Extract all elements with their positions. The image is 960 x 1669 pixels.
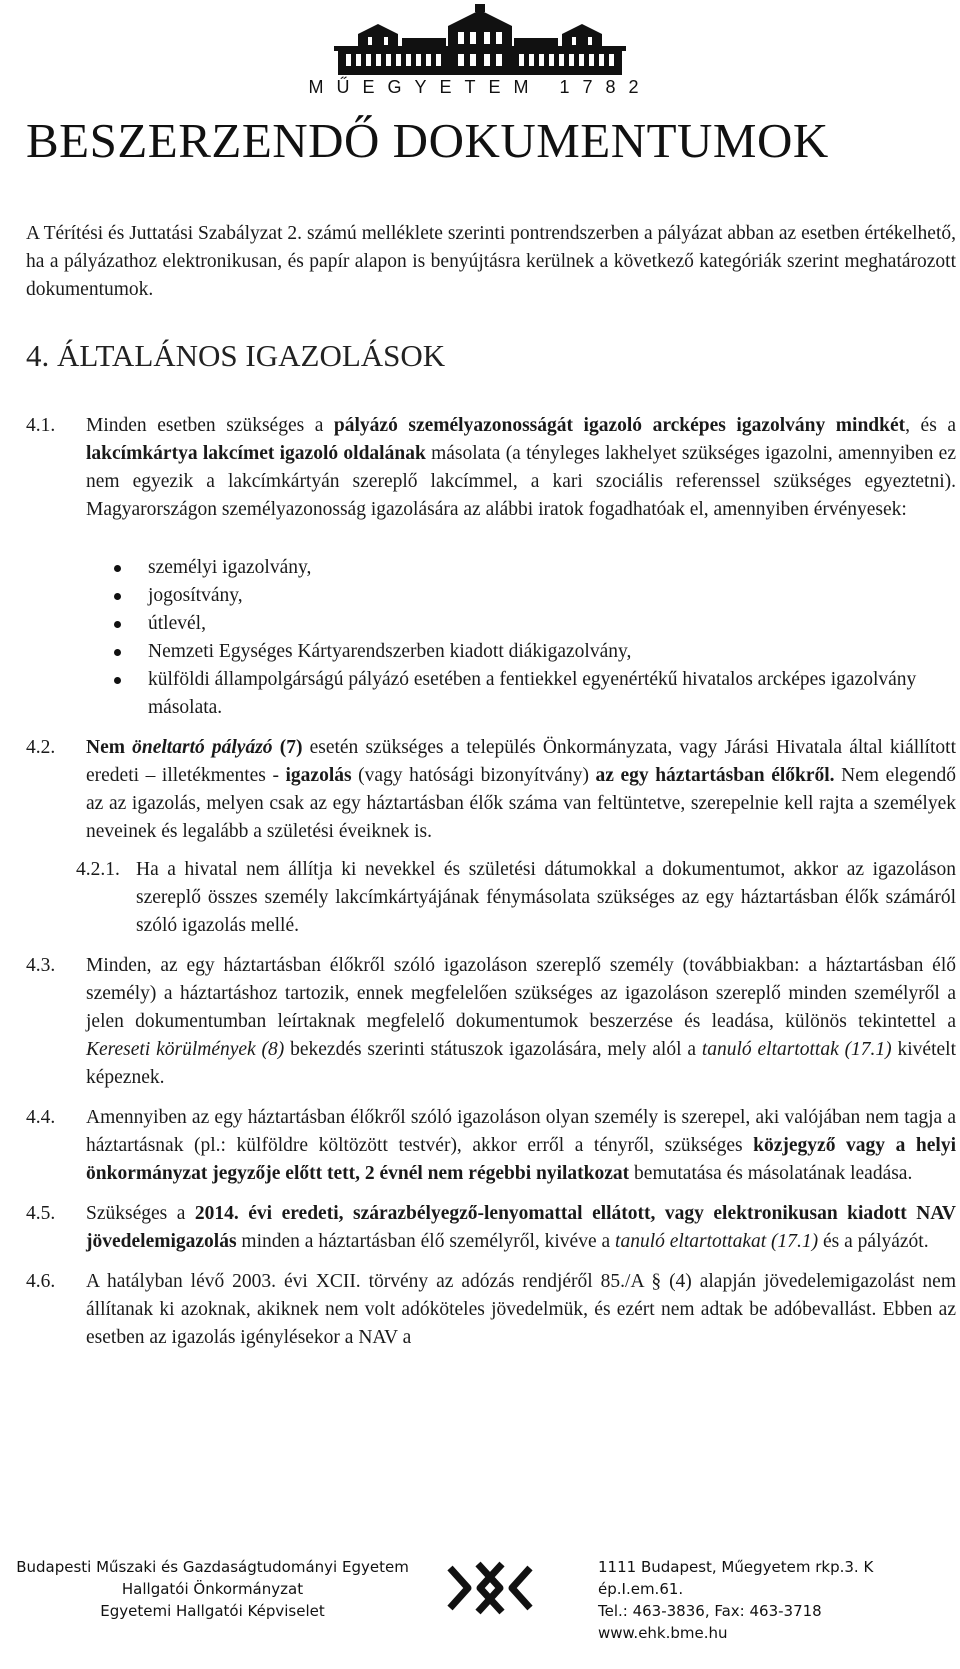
item-text: A hatályban lévő 2003. évi XCII. törvény az adózás rendjéről 85./A § (4) alapján jövedelemigazolást nem állítanak ki azoknak, akiknek nem volt adóköteles jövedelmük, és ezért nem adtak be adóbevallást. Ebben az esetben az igazolás igénylésekor a NAV a — [86, 1271, 956, 1348]
building-icon — [298, 4, 662, 76]
item-text — [86, 734, 956, 846]
logo-text: MŰEGYETEM 1782 — [308, 77, 652, 97]
footer-address: 1111 Budapest, Műegyetem rkp.3. K ép.I.em.61. — [598, 1558, 874, 1598]
list-item-text: Nemzeti Egységes Kártyarendszerben kiadott diákigazolvány, — [148, 641, 632, 662]
item-4-3 — [26, 952, 956, 1092]
text-run: Nem elegendő az az igazolás, melyen csak az egy háztartásban élők száma van feltüntetve, szerepelnie kell rajta a személyek neveinek és legalább a születési éveiknek is. — [86, 765, 956, 842]
bold-run: pályázó személyazonosságát igazoló arcképes igazolvány mindkét — [333, 415, 906, 436]
item-number: 4.5. — [26, 1203, 56, 1224]
section-number: 4. — [26, 338, 50, 373]
list-item — [118, 582, 956, 610]
section-title: ÁLTALÁNOS IGAZOLÁSOK — [57, 338, 446, 373]
footer-line: Budapesti Műszaki és Gazdaságtudományi Egyetem — [16, 1558, 409, 1576]
id-document-list — [26, 554, 956, 722]
text-run: kivételt képeznek. — [86, 1039, 957, 1088]
text-run: , és a — [905, 415, 956, 436]
italic-run: tanuló eltartottakat (17.1) — [615, 1231, 819, 1252]
text-run: bekezdés szerinti státuszok igazolására, mely alól a — [284, 1039, 702, 1060]
item-4-6 — [26, 1268, 956, 1352]
text-run: Amennyiben az egy háztartásban élőkről szóló igazoláson olyan személy is szerepel, aki valójában nem tagja a háztartásnak (pl.: külföldre költözött testvér), akkor erről a tényről, szükséges — [86, 1107, 956, 1156]
bullet-icon — [114, 677, 121, 684]
list-item-text: külföldi állampolgárságú pályázó esetében a fentiekkel egyenértékű hivatalos arcképes igazolvány másolata. — [148, 669, 917, 718]
intro-paragraph: A Térítési és Juttatási Szabályzat 2. számú melléklete szerinti pontrendszerben a pályázat abban az esetben értékelhető, ha a pályázathoz elektronikusan, és papír alapon is benyújtásra kerülnek a következő kategóriák szerint meghatározott dokumentumok. — [26, 223, 956, 300]
text-run: minden a háztartásban élő személyről, kivéve a — [236, 1231, 616, 1252]
footer-line: Egyetemi Hallgatói Képviselet — [100, 1602, 325, 1620]
bold-run: (7) — [272, 737, 303, 758]
bold-run: az egy háztartásban élőkről. — [595, 765, 835, 786]
bullet-icon — [114, 621, 121, 628]
footer-contact — [598, 1556, 960, 1644]
item-4-5 — [26, 1200, 956, 1256]
italic-run: tanuló eltartottak (17.1) — [701, 1039, 892, 1060]
university-logo — [298, 4, 662, 96]
text-run: Minden esetben szükséges a — [86, 415, 334, 436]
bullet-icon — [114, 565, 121, 572]
item-number: 4.2.1. — [76, 859, 120, 880]
text-run: esetén szükséges a település Önkormányzata, vagy Járási Hivatala által kiállított eredeti – illetékmentes - — [86, 737, 956, 786]
list-item — [118, 638, 956, 666]
list-item-text: személyi igazolvány, — [148, 557, 312, 578]
section-heading — [26, 338, 956, 374]
page-footer — [0, 1556, 960, 1669]
item-4-2-1 — [26, 856, 956, 940]
bold-italic-run: öneltartó pályázó — [132, 737, 273, 758]
text-run: másolata (a tényleges lakhelyet szükséges igazolni, amennyiben ez nem egyezik a lakcímkártyán szereplő lakcímmel, a kari szociális referenssel szükséges egyeztetni). Magyarországon személyazonosság igazolására az alábbi iratok fogadhatóak el, amennyiben érvényesek: — [86, 443, 956, 520]
text-run: Szükséges a — [86, 1203, 195, 1224]
footer-organization — [0, 1556, 425, 1622]
item-4-4 — [26, 1104, 956, 1188]
item-text — [86, 412, 956, 524]
item-text — [86, 952, 956, 1092]
list-item — [118, 610, 956, 638]
bold-run: közjegyző vagy a helyi önkormányzat jegyzője előtt tett, 2 évnél nem régebbi nyilatkozat — [86, 1135, 956, 1184]
footer-website-link[interactable]: www.ehk.bme.hu — [598, 1624, 728, 1642]
item-4-1 — [26, 412, 956, 524]
item-text — [86, 1200, 956, 1256]
document-body — [26, 220, 956, 1352]
bold-run: Nem — [86, 737, 133, 758]
item-text: Ha a hivatal nem állítja ki nevekkel és születési dátumokkal a dokumentumot, akkor az igazoláson szereplő összes személy lakcímkártyájának fénymásolata szükséges az egy háztartásban élők számáról szóló igazolás mellé. — [136, 859, 956, 936]
list-item-text: jogosítvány, — [148, 585, 243, 606]
bold-run: igazolás — [285, 765, 352, 786]
item-number: 4.6. — [26, 1271, 56, 1292]
footer-phone: Tel.: 463-3836, Fax: 463-3718 — [598, 1602, 822, 1620]
footer-line: Hallgatói Önkormányzat — [121, 1580, 304, 1598]
text-run: és a pályázót. — [818, 1231, 929, 1252]
text-run: Minden, az egy háztartásban élőkről szóló igazoláson szereplő személy (továbbiakban: a háztartásban élő személy) a háztartáshoz tartozik, ennek megfelelően szükséges az igazoláson szereplő minden személyről a jelen dokumentumban leírtaknak megfelelő dokumentumok beszerzése és leadása, különös tekintettel a — [86, 955, 956, 1032]
bullet-icon — [114, 649, 121, 656]
ehk-logo-icon — [442, 1558, 538, 1630]
italic-run: Kereseti körülmények (8) — [86, 1039, 285, 1060]
list-item — [118, 666, 956, 722]
item-4-2 — [26, 734, 956, 846]
text-run: bemutatása és másolatának leadása. — [629, 1163, 913, 1184]
page-title: BESZERZENDŐ DOKUMENTUMOK — [26, 113, 829, 168]
item-number: 4.4. — [26, 1107, 56, 1128]
item-text — [86, 1104, 956, 1188]
item-number: 4.1. — [26, 415, 56, 436]
item-number: 4.2. — [26, 737, 56, 758]
bullet-icon — [114, 593, 121, 600]
list-item — [118, 554, 956, 582]
text-run: (vagy hatósági bizonyítvány) — [351, 765, 596, 786]
bold-run: 2014. évi eredeti, szárazbélyegző-lenyomattal ellátott, vagy elektronikusan kiadott NAV jövedelemigazolás — [86, 1203, 956, 1252]
item-number: 4.3. — [26, 955, 56, 976]
bold-run: lakcímkártya lakcímet igazoló oldalának — [86, 443, 426, 464]
list-item-text: útlevél, — [148, 613, 206, 634]
